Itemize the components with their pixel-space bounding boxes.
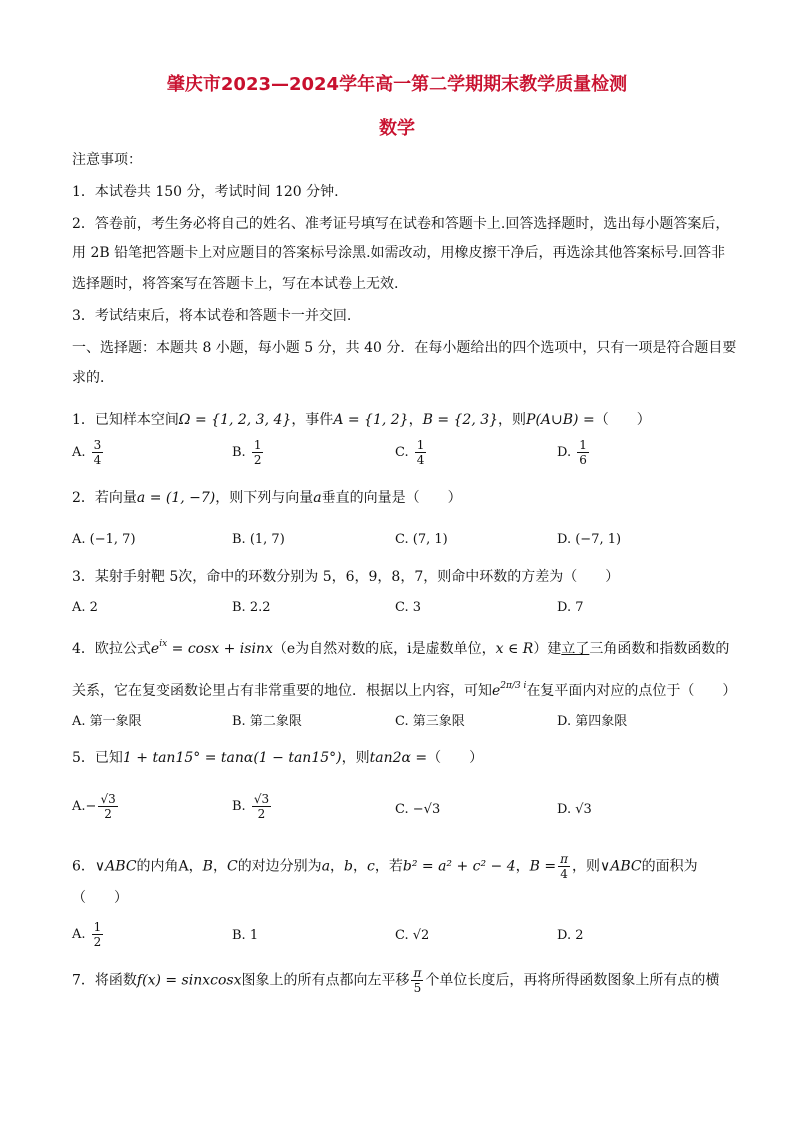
q5-option-c: C. −√3	[395, 802, 441, 817]
function-f: f(x) = sinxcosx	[136, 972, 242, 989]
tangent-equation: 1 + tan15° = tanα(1 − tan15°)	[122, 750, 342, 766]
q4-option-b: B. 第二象限	[232, 714, 302, 729]
q3-option-d: D. 7	[557, 600, 584, 615]
q6-option-b: B. 1	[232, 928, 259, 943]
event-a: A = {1, 2}	[333, 412, 409, 428]
exam-title: 肇庆市2023—2024学年高一第二学期期末教学质量检测	[166, 74, 628, 95]
section-1-heading-cont: 求的．	[72, 370, 114, 386]
q1-option-b: B. $\frac{1}{2}$	[232, 438, 262, 467]
question-6-blank: （ ）	[72, 890, 128, 906]
q6-option-c: C. √2	[395, 928, 430, 943]
note-2-line-3: 选择题时，将答案写在答题卡上，写在本试卷上无效.	[72, 276, 399, 292]
q6-option-d: D. 2	[557, 928, 584, 943]
q3-option-b: B. 2.2	[232, 600, 271, 615]
subject-title: 数学	[379, 118, 415, 139]
note-3: 3．考试结束后，将本试卷和答题卡一并交回.	[72, 308, 352, 324]
q4-option-d: D. 第四象限	[557, 714, 628, 729]
notes-heading: 注意事项：	[72, 152, 142, 168]
question-7-stem: 7．将函数f(x) = sinxcosx图象上的所有点都向左平移 $\frac{\pi}{5}$ 个单位长度后，再将所得函数图象上所有点的横	[72, 966, 720, 995]
q5-option-d: D. √3	[557, 802, 592, 817]
q2-option-b: B. (1, 7)	[232, 532, 285, 547]
question-2-stem: 2．若向量a = (1, −7)，则下列与向量a垂直的向量是（ ）	[72, 490, 462, 506]
q2-option-a: A. (−1, 7)	[72, 532, 136, 547]
q3-option-c: C. 3	[395, 600, 422, 615]
q1-option-a: A. $\frac{3}{4}$	[72, 438, 102, 467]
euler-formula: $e^{ix} = \cos x + isinx$	[150, 639, 273, 657]
side-equation: b² = a² + c² − 4	[402, 858, 516, 875]
question-1-stem: 1．已知样本空间Ω = {1, 2, 3, 4}，事件A = {1, 2}，B = {2, 3}，则P(A∪B) =（ ）	[72, 412, 651, 428]
q2-option-d: D. (−7, 1)	[557, 532, 622, 547]
note-2-line-2: 用 2B 铅笔把答题卡上对应题目的答案标号涂黑.如需改动，用橡皮擦干净后，再选涂其他答案标号.回答非	[72, 245, 725, 261]
q3-option-a: A. 2	[72, 600, 98, 615]
q5-option-a: A.− $\frac{√3}{2}$	[72, 792, 116, 821]
question-4-stem-line-1: 4．欧拉公式$e^{ix} = \cos x + isinx(e$为自然对数的底，i是虚数单位，x ∈ R）建立了三角函数和指数函数的	[72, 639, 730, 657]
q1-option-d: D. $\frac{1}{6}$	[557, 438, 587, 467]
q2-option-c: C. (7, 1)	[395, 532, 448, 547]
note-1: 1．本试卷共 150 分，考试时间 120 分钟.	[72, 184, 339, 200]
q4-option-c: C. 第三象限	[395, 714, 465, 729]
q1-option-c: C. $\frac{1}{4}$	[395, 438, 425, 467]
complex-exponential: $e^{2\pi/3 i}$	[492, 681, 527, 699]
note-2-line-1: 2．答卷前，考生务必将自己的姓名、准考证号填写在试卷和答题卡上.回答选择题时，选出每小题答案后，	[72, 216, 730, 232]
question-4-stem-line-2: 关系，它在复变函数论里占有非常重要的地位．根据以上内容，可知$e^{2\pi/3 i}$在复平面内对应的点位于（ ）	[72, 681, 737, 699]
sample-space: Ω = {1, 2, 3, 4}	[178, 412, 292, 428]
q6-option-a: A. $\frac{1}{2}$	[72, 920, 102, 949]
question-6-stem: 6．∨ABC的内角A，B，C的对边分别为a，b，c，若b² = a² + c² − 4，B = $\frac{\pi}{4}$ ，则∨ABC的面积为	[72, 852, 698, 881]
event-b: B = {2, 3}	[422, 412, 499, 428]
question-3-stem: 3．某射手射靶 5次，命中的环数分别为 5，6，9，8，7，则命中环数的方差为（ ）	[72, 569, 620, 585]
section-1-heading: 一、选择题：本题共 8 小题，每小题 5 分，共 40 分．在每小题给出的四个选项中，只有一项是符合题目要	[72, 340, 737, 356]
q4-option-a: A. 第一象限	[72, 714, 142, 729]
vector-a: a = (1, −7)	[136, 490, 216, 506]
q5-option-b: B. $\frac{√3}{2}$	[232, 792, 270, 821]
question-5-stem: 5．已知1 + tan15° = tanα(1 − tan15°)，则tan2α =（ ）	[72, 750, 484, 766]
probability-expr: P(A∪B) =	[526, 412, 595, 428]
